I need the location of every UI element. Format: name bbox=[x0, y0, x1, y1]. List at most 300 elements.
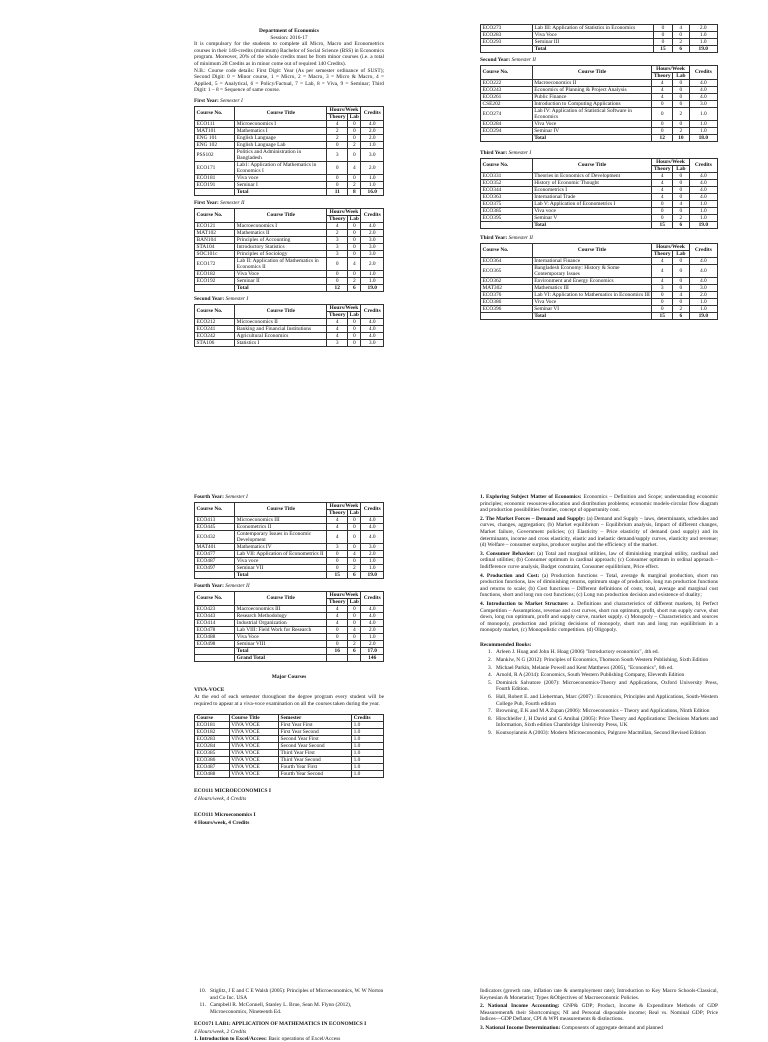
table-cell: 4.0 bbox=[689, 265, 717, 278]
table-cell: 0 bbox=[327, 550, 348, 557]
col-header-theory: Theory bbox=[328, 509, 346, 516]
table-cell: 4 bbox=[652, 93, 673, 100]
table-row bbox=[481, 39, 718, 46]
table-row bbox=[195, 619, 384, 626]
col-header-code: Course No. bbox=[195, 502, 235, 516]
table-cell: Industrial Organization bbox=[235, 619, 327, 626]
table-cell bbox=[195, 648, 235, 655]
course-table bbox=[194, 502, 384, 580]
table-cell: 0 bbox=[348, 619, 361, 626]
table-cell: Introductory Statistics bbox=[235, 243, 327, 250]
col-header-lab: Lab bbox=[673, 251, 690, 258]
table-cell: 0 bbox=[654, 39, 673, 46]
table-cell: 0 bbox=[652, 306, 673, 313]
table-row bbox=[195, 278, 384, 285]
table-cell: ECO497 bbox=[195, 565, 235, 572]
table-cell: 0 bbox=[327, 141, 348, 148]
table-cell: 2.0 bbox=[361, 161, 384, 174]
table-row bbox=[195, 749, 384, 756]
table-cell: 3.0 bbox=[361, 340, 384, 347]
sem-slot bbox=[480, 57, 718, 142]
list-item: 11. Campbell R. McConnell, Stanley L. Brue, Sean M. Flynn (2012), Microeconomics, Nineteenth Ed. bbox=[199, 1002, 352, 1015]
table-row bbox=[195, 523, 384, 530]
table-cell: ECO273 bbox=[481, 25, 533, 32]
table-cell: 4 bbox=[652, 194, 673, 201]
table-cell: 0 bbox=[673, 121, 690, 128]
table-cell: 0 bbox=[348, 333, 361, 340]
table-cell: ECO385 bbox=[195, 749, 230, 756]
total-row bbox=[481, 222, 718, 229]
table-cell: 0 bbox=[348, 120, 361, 127]
table-cell: Seminar V bbox=[532, 215, 652, 222]
col-header-credits: Credits bbox=[689, 243, 717, 257]
table-row bbox=[195, 543, 384, 550]
table-cell: 19.0 bbox=[361, 285, 384, 292]
code-note: N.B.: Course code details: First Digit: Year (As per semester ordinance of SUST); Second Digit: 0 = Minor course, 1 = Micro, 2 = Macro, 3 = Micro & Macro, 4 = Applied, 5 = Analytical, 6 = Policy/Factual, 7 = Lab, 8 = Viva, 9 = Seminar; Third Digit: 1 – 8 = Sequence of same course. bbox=[194, 67, 384, 94]
table-cell: 4 bbox=[327, 612, 348, 619]
table-cell: 1.0 bbox=[689, 108, 717, 121]
table-cell: ECO283 bbox=[195, 735, 230, 742]
table-cell: Principles of Sociology bbox=[235, 251, 327, 258]
table-cell: 18.0 bbox=[689, 135, 717, 142]
table-cell: Macroeconomics I bbox=[235, 222, 327, 229]
table-cell: Viva Voce bbox=[533, 32, 654, 39]
table-cell: STA106 bbox=[195, 340, 235, 347]
table-cell: ECO363 bbox=[481, 194, 533, 201]
table-row bbox=[195, 530, 384, 543]
table-cell: 1.0 bbox=[689, 39, 717, 46]
table-cell: 15 bbox=[652, 313, 673, 320]
col-header-theory: Theory bbox=[328, 598, 346, 605]
col-header-title: Course Title bbox=[532, 65, 652, 79]
table-cell: First Year Second bbox=[278, 728, 351, 735]
table-cell: ECO261 bbox=[481, 93, 533, 100]
table-cell: 1.0 bbox=[361, 175, 384, 182]
outline-paragraph: 1. Exploring Subject Matter of Economics: Economics – Definition and Scope; understanding economic principles; economic resources-allocation and distribution problems; economic models-circular flow diagram and production possibilities frontier, concept of opportunity cost. bbox=[480, 494, 718, 514]
semester-title: Fourth Year: Semester II bbox=[194, 583, 250, 590]
table-cell: Seminar VII bbox=[235, 565, 327, 572]
semester-title: Third Year: Semester II bbox=[480, 235, 533, 242]
col-header-title: Course Title bbox=[235, 208, 327, 222]
table-cell: ECO498 bbox=[195, 641, 235, 648]
table-cell: 4 bbox=[652, 86, 673, 93]
table-cell: 0 bbox=[673, 172, 690, 179]
course-table bbox=[480, 243, 718, 321]
table-cell: ECO413 bbox=[195, 516, 235, 523]
panel-bottom-left bbox=[194, 988, 384, 1042]
list-item: 10. Stiglitz, J E and C E Walsh (2005): Principles of Microeconomics, W. W Norton and Co Inc. USA bbox=[199, 988, 384, 1001]
table-cell: ECO375 bbox=[481, 201, 533, 208]
col-header-lab: Lab bbox=[673, 72, 690, 79]
table-cell: 0 bbox=[673, 258, 690, 265]
table-cell: SOC101c bbox=[195, 251, 235, 258]
table-cell: 0 bbox=[652, 108, 673, 121]
table-cell: Econometrics I bbox=[532, 187, 652, 194]
col-header-hours: Hours/Week bbox=[652, 65, 689, 72]
col-header-credits: Credits bbox=[361, 106, 384, 120]
table-cell: Total bbox=[235, 189, 327, 196]
table-row bbox=[481, 187, 718, 194]
semester-title: First Year: Semester II bbox=[194, 200, 245, 207]
table-cell: 0 bbox=[673, 79, 690, 86]
table-cell: ECO331 bbox=[481, 172, 533, 179]
table-cell: 17.0 bbox=[361, 648, 384, 655]
table-cell: 0 bbox=[348, 605, 361, 612]
table-cell: Public Finance bbox=[532, 93, 652, 100]
table-cell: 2 bbox=[672, 39, 689, 46]
table-cell: 4.0 bbox=[361, 530, 384, 543]
table-cell: 4 bbox=[327, 333, 348, 340]
table-cell: 0 bbox=[673, 299, 690, 306]
macro-indicators-text: Indicators (growth rate, inflation rate & unemployment rate); Introduction to Key Macro Schools-Classical, Keynesian & Monetarist; Types &Objectives of Macroeconomic Policies. bbox=[480, 988, 718, 1001]
table-cell: ECO487 bbox=[195, 763, 230, 770]
table-row bbox=[481, 201, 718, 208]
table-cell: 6 bbox=[673, 313, 690, 320]
table-cell: Lab IV: Application of Statistical Software in Economics bbox=[532, 108, 652, 121]
table-cell: 1.0 bbox=[361, 633, 384, 640]
table-cell: 1.0 bbox=[689, 121, 717, 128]
table-cell: Lab VI: Application to Mathematics in Economics III bbox=[534, 292, 650, 299]
table-cell: ECO385 bbox=[481, 208, 533, 215]
major-courses-title: Major Courses bbox=[271, 674, 307, 681]
table-cell: Viva Voce bbox=[532, 121, 652, 128]
table-cell: 4 bbox=[652, 180, 673, 187]
table-row bbox=[481, 25, 718, 32]
table-cell: 0 bbox=[327, 258, 348, 271]
table-cell: 15 bbox=[327, 572, 348, 579]
col-header-theory: Theory bbox=[653, 251, 671, 257]
table-cell: 0 bbox=[348, 134, 361, 141]
table-cell: ECO243 bbox=[481, 86, 533, 93]
table-cell: 2.0 bbox=[689, 292, 717, 299]
table-cell: ECO445 bbox=[195, 523, 235, 530]
col-header-credits: Credits bbox=[361, 502, 384, 516]
table-cell: ECO181 bbox=[195, 721, 230, 728]
col-header-theory: Theory bbox=[328, 215, 346, 222]
table-cell: 1.0 bbox=[689, 306, 717, 313]
col-header-lab: Lab bbox=[673, 165, 690, 172]
table-cell: Viva voce bbox=[532, 208, 652, 215]
table-cell: ECO396 bbox=[481, 306, 533, 313]
table-cell: 6 bbox=[673, 101, 690, 108]
table-cell: 3 bbox=[327, 243, 348, 250]
table-cell: 4.0 bbox=[689, 180, 717, 187]
table-cell: ECO432 bbox=[195, 530, 235, 543]
table-cell: 3 bbox=[327, 236, 348, 243]
table-cell: 4 bbox=[327, 605, 348, 612]
table-cell: 4 bbox=[652, 79, 673, 86]
col-header-credits: Credits bbox=[689, 65, 717, 79]
table-cell: VIVA VOCE bbox=[229, 770, 278, 777]
table-cell: ECO344 bbox=[481, 187, 533, 194]
table-cell: ECO488 bbox=[195, 770, 230, 777]
table-cell: 0 bbox=[672, 32, 689, 39]
outline-paragraph: 4. Introduction to Market Structure: a. Definitions and characteristics of different markets, b) Perfect Competition – Assumptions, revenue and cost curves, short run optimum, profit, short run supply curve, shut down, long run optimum, profit and supply curve, market supply. c) Monopoly – Characteristics and sources of monopoly, production and pricing decisions of monopoly, short run and long run equilibrium in a monopoly market, (c) Monopolistic competition. (d) Oligopoly. bbox=[480, 600, 718, 634]
table-cell: 0 bbox=[348, 243, 361, 250]
table-cell: 2 bbox=[348, 641, 361, 648]
table-cell: 3.0 bbox=[361, 243, 384, 250]
table-row bbox=[195, 258, 384, 271]
col-header-credits: Credits bbox=[361, 591, 384, 605]
table-cell: ECO365 bbox=[481, 265, 533, 278]
table-cell: 1.0 bbox=[352, 770, 384, 777]
table-cell: 19.0 bbox=[689, 222, 717, 229]
table-cell: Lab VIII: Field Work for Research bbox=[235, 626, 327, 633]
course-outline bbox=[480, 494, 718, 634]
table-cell: 3.0 bbox=[361, 543, 384, 550]
viva-col-header: Course bbox=[195, 714, 230, 721]
course-table bbox=[480, 158, 718, 229]
table-cell: 0 bbox=[348, 557, 361, 564]
col-header-code: Course No. bbox=[481, 65, 533, 79]
table-row bbox=[481, 292, 718, 299]
table-cell: BAN104 bbox=[195, 236, 235, 243]
table-cell: 15 bbox=[654, 46, 673, 53]
sem-slot bbox=[194, 98, 384, 196]
table-cell: 0 bbox=[348, 148, 361, 161]
table-row bbox=[195, 222, 384, 229]
table-cell: 3 bbox=[327, 543, 348, 550]
table-cell: 1.0 bbox=[689, 128, 717, 135]
table-cell: Third Year Second bbox=[278, 756, 351, 763]
table-cell: 0 bbox=[673, 208, 690, 215]
table-cell: ECO376 bbox=[481, 292, 533, 299]
table-cell: CSE202 bbox=[481, 101, 533, 108]
table-cell: International Trade bbox=[532, 194, 652, 201]
table-cell: 0 bbox=[652, 292, 673, 299]
viva-col-header: Course Title bbox=[229, 714, 278, 721]
table-cell: 1.0 bbox=[361, 271, 384, 278]
col-header-hours: Hours/Week bbox=[327, 106, 361, 113]
books-list bbox=[480, 649, 718, 736]
table-cell: 1.0 bbox=[689, 201, 717, 208]
table-cell: Third Year First bbox=[278, 749, 351, 756]
table-cell: 3.0 bbox=[689, 101, 717, 108]
col-header-theory: Theory bbox=[653, 72, 671, 79]
table-cell bbox=[481, 222, 533, 229]
table-row bbox=[481, 215, 718, 222]
table-cell: 0 bbox=[654, 32, 673, 39]
table-cell: 0 bbox=[673, 93, 690, 100]
list-item: 2. Mankiw, N G (2012): Principles of Economics, Thomson South Western Publishing, Sixth Edition bbox=[487, 657, 709, 664]
table-cell: 2 bbox=[348, 565, 361, 572]
col-header-lab: Lab bbox=[349, 311, 359, 318]
table-row bbox=[481, 79, 718, 86]
table-cell: Viva Voce bbox=[235, 271, 327, 278]
table-cell: ECO284 bbox=[481, 121, 533, 128]
table-cell: 1.0 bbox=[352, 742, 384, 749]
table-row bbox=[195, 728, 384, 735]
semester-title: Third Year: Semester I bbox=[480, 150, 532, 157]
table-row bbox=[195, 182, 384, 189]
table-row bbox=[481, 285, 718, 292]
national-income-accounting: 2. National Income Accounting: GNP& GDP; Product, Income & Expenditure Methods of GDP Measurement& their Shortcomings; NI and Personal disposable income; Real vs. Nominal GDP; Price Indices—GDP Deflator, CPI & WPI measurements & distinctions. bbox=[480, 1003, 718, 1023]
table-cell: Microeconomics I bbox=[235, 120, 327, 127]
table-cell: 4 bbox=[327, 516, 348, 523]
table-cell: Grand Total bbox=[235, 655, 327, 662]
table-cell: MAT102 bbox=[195, 229, 235, 236]
table-row bbox=[195, 326, 384, 333]
course-table bbox=[480, 24, 718, 53]
table-cell: 6 bbox=[672, 46, 689, 53]
table-cell: 4 bbox=[348, 258, 361, 271]
table-cell bbox=[195, 189, 235, 196]
table-cell: ECO191 bbox=[195, 182, 235, 189]
panel-bottom-right bbox=[480, 988, 718, 1031]
table-cell: 0 bbox=[673, 265, 690, 278]
table-cell: 0 bbox=[652, 128, 673, 135]
table-cell: Total bbox=[532, 222, 652, 229]
table-cell: ECO241 bbox=[195, 326, 235, 333]
table-row bbox=[195, 756, 384, 763]
table-cell: 0 bbox=[348, 612, 361, 619]
table-cell: 3 bbox=[652, 285, 673, 292]
semester-title: First Year: Semester I bbox=[194, 97, 243, 104]
col-header-hours: Hours/Week bbox=[327, 502, 361, 509]
table-cell: ECO352 bbox=[481, 180, 533, 187]
table-cell: 4.0 bbox=[689, 187, 717, 194]
table-cell: 0 bbox=[652, 215, 673, 222]
micro1-hours: 4 Hours/week, 4 Credits bbox=[194, 795, 247, 802]
table-cell: 0 bbox=[348, 127, 361, 134]
viva-col-header: Semester bbox=[278, 714, 351, 721]
table-cell: MAT101 bbox=[195, 127, 235, 134]
table-cell: 2 bbox=[327, 134, 348, 141]
table-row bbox=[195, 318, 384, 325]
table-cell: 1.0 bbox=[361, 141, 384, 148]
table-cell: ECO414 bbox=[195, 619, 235, 626]
table-cell: ECO488 bbox=[195, 633, 235, 640]
col-header-code: Course No. bbox=[195, 304, 235, 318]
table-cell: 4 bbox=[652, 187, 673, 194]
table-cell: 2 bbox=[348, 278, 361, 285]
table-cell: 0 bbox=[652, 201, 673, 208]
books-list-continued bbox=[194, 988, 384, 1015]
micro1-heading: ECO111 MICROECONOMICS I bbox=[194, 787, 271, 794]
table-cell: 4 bbox=[327, 326, 348, 333]
table-row bbox=[195, 127, 384, 134]
table-cell: 4 bbox=[327, 530, 348, 543]
table-cell: 1.0 bbox=[689, 299, 717, 306]
table-cell: 0 bbox=[327, 161, 348, 174]
table-cell: 1.0 bbox=[352, 763, 384, 770]
table-cell: 10 bbox=[673, 135, 690, 142]
table-cell: 2.0 bbox=[361, 127, 384, 134]
table-cell: ECO362 bbox=[481, 278, 533, 285]
table-cell: 2.0 bbox=[361, 626, 384, 633]
table-cell: 1.0 bbox=[352, 749, 384, 756]
session-line: Session: 2016-17 bbox=[270, 34, 308, 41]
semester-title: Second Year: Semester I bbox=[194, 296, 249, 303]
col-header-hours: Hours/Week bbox=[327, 304, 361, 311]
table-row bbox=[481, 101, 718, 108]
intro-paragraph: It is compulsory for the students to complete all Micro, Macro and Econometrics courses in their 140-credits (minimum) Bachelor of Social Science (BSS) in Economics program. Moreover, 20% of the whole credits must be from minor courses (i.e. a total of minimum 28 Credits as in minor come out of required 140 Credits). bbox=[194, 41, 384, 67]
table-cell: 2 bbox=[327, 229, 348, 236]
table-cell: 0 bbox=[348, 516, 361, 523]
semester-title: Second Year: Semester II bbox=[480, 57, 536, 64]
table-cell: ECO293 bbox=[481, 39, 533, 46]
table-cell: 4.0 bbox=[361, 516, 384, 523]
table-cell: ECO487 bbox=[195, 557, 235, 564]
books-title: Recommended Books: bbox=[480, 641, 532, 648]
table-cell: 1.0 bbox=[689, 32, 717, 39]
table-cell: 4 bbox=[348, 626, 361, 633]
table-cell: 4.0 bbox=[689, 86, 717, 93]
table-row bbox=[481, 306, 718, 313]
table-cell: 146 bbox=[361, 655, 384, 662]
table-cell: 2.0 bbox=[361, 134, 384, 141]
table-cell: 1.0 bbox=[352, 721, 384, 728]
table-cell: PSS102 bbox=[195, 148, 235, 161]
table-row bbox=[195, 333, 384, 340]
table-cell: Fourth Year Second bbox=[278, 770, 351, 777]
table-cell: 0 bbox=[348, 271, 361, 278]
table-cell: 0 bbox=[327, 557, 348, 564]
table-cell: ECO222 bbox=[481, 79, 533, 86]
course-table bbox=[194, 304, 384, 347]
table-cell: 2 bbox=[327, 127, 348, 134]
table-cell: Microeconomics II bbox=[235, 318, 327, 325]
table-cell: Seminar IV bbox=[532, 128, 652, 135]
col-header-theory: Theory bbox=[328, 311, 346, 318]
table-cell: 0 bbox=[327, 626, 348, 633]
table-cell: 0 bbox=[348, 175, 361, 182]
table-cell: 3 bbox=[327, 340, 348, 347]
table-cell: 4.0 bbox=[361, 326, 384, 333]
table-cell: 4 bbox=[327, 222, 348, 229]
table-cell: ECO111 bbox=[195, 120, 235, 127]
table-cell: English Language Lab bbox=[235, 141, 327, 148]
col-header-credits: Credits bbox=[689, 158, 717, 172]
outline-paragraph: 2. The Market Forces – Demand and Supply: (a) Demand and Supply – laws, determinants, schedules and curves, changes, aggregation; (b) Market equilibrium – Equilibrium analysis, Impact of different changes, Market failure, Government policies; (c) Elasticity – Price elasticity of demand (and supply) and its determinants, income and cross elasticity, elastic and inelastic demand/supply curves, elasticity and revenue; (d) Welfare – consumer surplus, producer surplus and the efficiency of the market. bbox=[480, 515, 718, 549]
sem-slot bbox=[194, 296, 384, 347]
table-cell bbox=[195, 285, 235, 292]
table-cell: 4 bbox=[348, 161, 361, 174]
col-header-theory: Theory bbox=[653, 165, 671, 172]
table-row bbox=[195, 641, 384, 648]
table-row bbox=[481, 93, 718, 100]
table-cell: Viva Voce bbox=[532, 299, 652, 306]
total-row bbox=[195, 572, 384, 579]
table-row bbox=[195, 141, 384, 148]
table-cell: ECO192 bbox=[195, 278, 235, 285]
table-cell: 4.0 bbox=[689, 278, 717, 285]
table-cell: Microeconomics III bbox=[235, 516, 327, 523]
col-header-title: Course Title bbox=[235, 502, 327, 516]
table-cell: 2 bbox=[348, 182, 361, 189]
table-cell: Viva Voce bbox=[235, 633, 327, 640]
table-cell: 6 bbox=[348, 648, 361, 655]
col-header-code: Course No. bbox=[481, 158, 533, 172]
outline-paragraph: 4. Production and Cost: (a) Production functions – Total, average & marginal production, short run production functions, law of diminishing returns, optimum stage of production, long run production functions and returns to scale; (b) Cost functions – Different definitions of costs, total, average and marginal cost functions, short and long run cost functions; (c) Long run production decision and existence of duality; bbox=[480, 572, 719, 599]
table-cell: First Year First bbox=[278, 721, 351, 728]
table-cell: Total bbox=[235, 648, 327, 655]
table-cell: 19.0 bbox=[689, 313, 717, 320]
table-cell bbox=[327, 655, 348, 662]
table-cell: 1.0 bbox=[689, 208, 717, 215]
table-cell: 0 bbox=[348, 222, 361, 229]
table-cell: Environment and Energy Economics bbox=[532, 278, 652, 285]
table-cell: Seminar III bbox=[533, 39, 654, 46]
total-row bbox=[195, 285, 384, 292]
course-table bbox=[194, 208, 384, 293]
table-cell: 3 bbox=[327, 251, 348, 258]
table-row bbox=[195, 633, 384, 640]
list-item: 3. Michael Parkin, Melanie Powell and Kent Matthews (2005), "Economics", 6th ed. bbox=[487, 664, 674, 671]
table-row bbox=[481, 121, 718, 128]
table-cell bbox=[481, 46, 533, 53]
table-cell: Viva voce bbox=[235, 175, 327, 182]
